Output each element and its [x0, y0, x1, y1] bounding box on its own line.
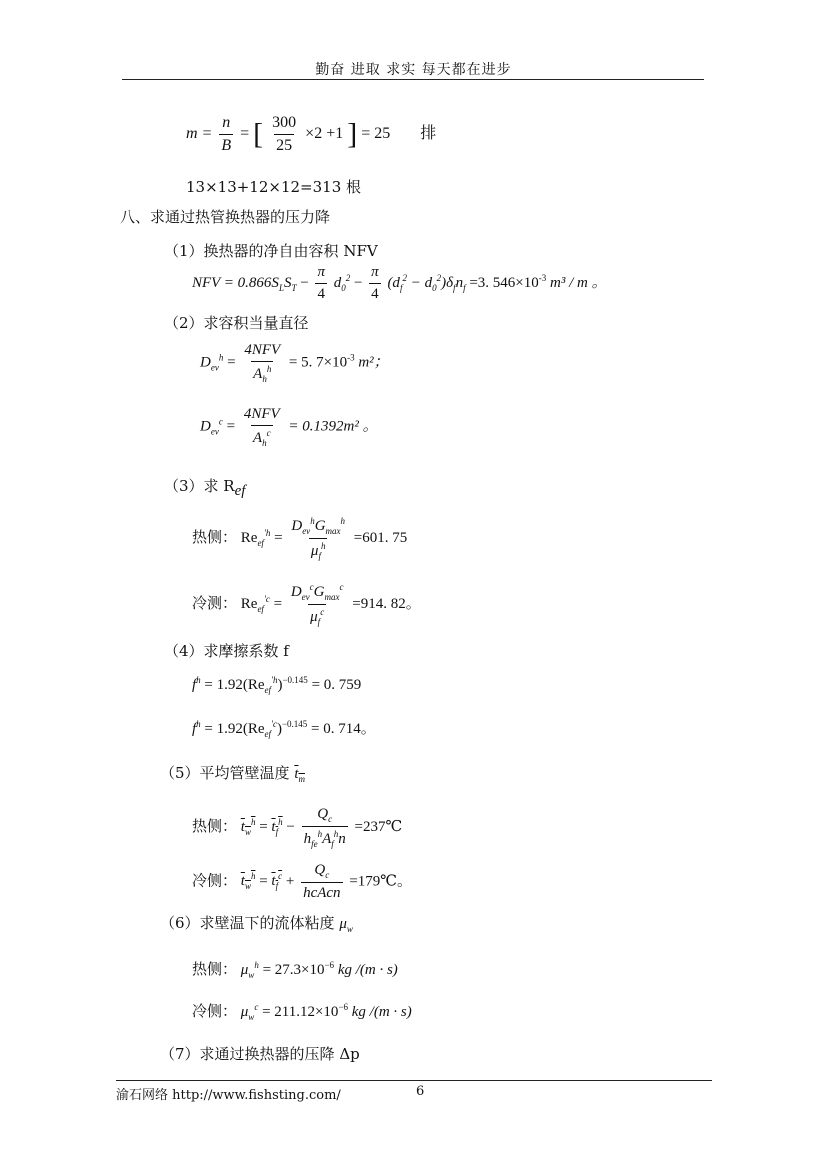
item-5-heading: （5）平均管壁温度 $t_m$: [160, 764, 305, 784]
re-cold-formula: 冷测： $Re_{ef}^{'c}$ = $\frac{D_{ev}^cG_{max}^c}{\mu_f^c}$ =914. 82。: [192, 582, 421, 627]
nfv-formula: NFV = $0.866S_LS_T$ − $\frac{\pi}{4}$ $d_0^2$ − $\frac{\pi}{4}$ $(d_f^2 - d_0^2)\delta_fn_f =3$. $546\times 10^{-3}$ m³ / m 。: [192, 264, 607, 302]
mu-hot-formula: 热侧： $\mu_w^h = 27.3\times 10^{-6}$ kg /(m · s): [192, 960, 398, 980]
item-7-heading: （7）求通过换热器的压降 Δp: [160, 1045, 360, 1063]
item-6-heading: （6）求壁温下的流体粘度 $\mu_w$: [160, 914, 353, 934]
m-formula: m = $\frac{n}{B}$ = [ $\frac{300}{25}$ ×2 +1 ] = 25 排: [186, 114, 437, 154]
item-2-heading: （2）求容积当量直径: [164, 314, 309, 332]
re-hot-formula: 热侧： $Re_{ef}^{'h}$ = $\frac{D_{ev}^hG_{max}^h}{\mu_f^h}$ =601. 75: [192, 516, 408, 561]
tw-hot-formula: 热侧： $t_w^h = t_f^h$ − $\frac{Q_c}{h_{fe}^hA_f^hn}$ =237℃: [192, 806, 403, 849]
f-hot-formula: $f^h = 1.92(Re_{ef}^{'h})^{-0.145} = 0$. 759: [192, 675, 362, 695]
header-motto: 勤奋 进取 求实 每天都在进步: [315, 62, 512, 78]
deh-formula: $D_{ev}^h$ = $\frac{\text{4NFV}}{A_h^h}$ = 5. $7\times 10^{-3}$ m²；: [200, 342, 389, 384]
f-cold-formula: $f^h = 1.92(Re_{ef}^{'c})^{-0.145} = 0$. 714。: [192, 719, 376, 739]
page-number: 6: [416, 1084, 425, 1099]
item-1-heading: （1）换热器的净自由容积 NFV: [164, 242, 378, 260]
header-rule: [122, 79, 704, 80]
tube-count-line: 13×13+12×12=313 根: [186, 178, 362, 196]
item-4-heading: （4）求摩擦系数 f: [164, 642, 289, 660]
item-3-heading: （3）求 $R_{ef}$: [164, 477, 246, 499]
footer-rule: [116, 1080, 712, 1081]
tw-cold-formula: 冷侧： $t_w^h = t_f^c$ + $\frac{Q_c}{\text{hcAcn}}$ =179℃。: [192, 862, 413, 901]
mu-cold-formula: 冷侧： $\mu_w^c = 211.12\times 10^{-6}$ kg /(m · s): [192, 1002, 412, 1022]
section-heading-8: 八、求通过热管换热器的压力降: [120, 208, 331, 226]
dec-formula: $D_{ev}^c$ = $\frac{\text{4NFV}}{A_h^c}$ = 0.1392m² 。: [200, 406, 378, 448]
footer-site-text: 渝石网络 http://www.fishsting.com/: [116, 1088, 341, 1103]
